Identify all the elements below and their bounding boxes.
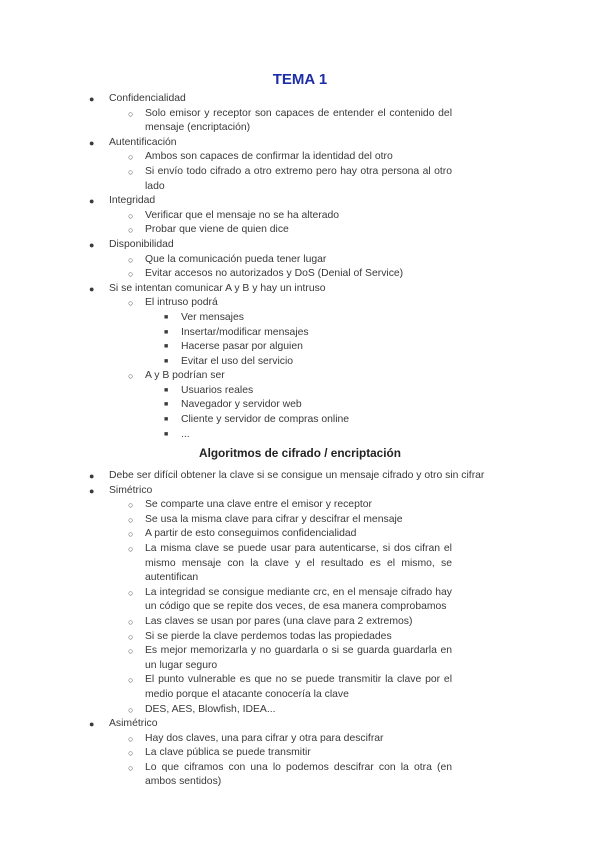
list-item: ● Debe ser difícil obtener la clave si se consigue un mensaje cifrado y otro sin cifrar: [0, 469, 600, 484]
list-item: ● Integridad ○ Verificar que el mensaje no se ha alterado ○ Probar que viene de quien dice: [0, 194, 600, 238]
bullet-icon: ●: [89, 283, 95, 294]
circle-bullet-icon: ○: [128, 762, 134, 773]
circle-bullet-icon: ○: [128, 500, 134, 511]
circle-bullet-icon: ○: [128, 646, 134, 657]
circle-bullet-icon: ○: [128, 152, 134, 163]
circle-bullet-icon: ○: [128, 166, 134, 177]
circle-bullet-icon: ○: [128, 631, 134, 642]
list-item: ○ Probar que viene de quien dice: [0, 223, 526, 238]
list-item: ○ La integridad se consigue mediante crc, en el mensaje cifrado hay un código que se repite dos veces, de esa manera comprobamos: [128, 586, 452, 613]
list-item: ○ Las claves se usan por pares (una clave para 2 extremos): [0, 615, 526, 630]
list-item: ■ ...: [0, 428, 452, 443]
square-bullet-icon: ■: [164, 386, 169, 394]
circle-bullet-icon: ○: [128, 543, 134, 554]
list-item: ● Simétrico ○ Se comparte una clave entre el emisor y receptor ○ Se usa la misma clave para cifrar y descifrar el mensaje ○ A partir de esto conseguimos confidencialidad ○ La misma clave se puede usar para autenticarse, si dos cifran el mismo mensaje con la clave y el resultado es el mismo, se autentifican ○ La integridad se consigue mediante crc, en el mensaje cifrado hay un código que se repite dos veces, de esa manera comprobamos ○ Las claves se usan por pares (una clave para 2 extremos) ○ Si se pierde la clave perdemos todas las propiedades ○ Es mejor memorizarla y no guardarla o si se guarda guardarla en un lugar seguro ○ El punto vulnerable es que no se puede transmitir la clave por el medio porque el atacante conocería la clave ○ DES, AES, Blowfish, IDEA...: [0, 484, 600, 718]
square-bullet-icon: ■: [164, 430, 169, 438]
circle-bullet-icon: ○: [128, 108, 134, 119]
list-item: ■ Navegador y servidor web: [0, 398, 452, 413]
list-item: ○ Lo que ciframos con una lo podemos descifrar con la otra (en ambos sentidos): [128, 761, 452, 788]
bullet-icon: ●: [89, 137, 95, 148]
bullet-icon: ●: [89, 239, 95, 250]
bullet-icon: ●: [89, 471, 95, 481]
list-item: ○ DES, AES, Blowfish, IDEA...: [0, 703, 526, 718]
circle-bullet-icon: ○: [128, 748, 134, 759]
list-item: ○ Si envío todo cifrado a otro extremo pero hay otra persona al otro lado: [128, 165, 452, 192]
list-item: ■ Insertar/modificar mensajes: [0, 326, 452, 341]
list-item: ○ Se usa la misma clave para cifrar y descifrar el mensaje: [0, 513, 526, 528]
circle-bullet-icon: ○: [128, 733, 134, 744]
list-item: ○ El punto vulnerable es que no se puede transmitir la clave por el medio porque el atacante conocería la clave: [128, 674, 452, 700]
list-item: ○ Ambos son capaces de confirmar la identidad del otro: [0, 150, 526, 165]
square-bullet-icon: ■: [164, 416, 169, 424]
list-item: ● Disponibilidad ○ Que la comunicación pueda tener lugar ○ Evitar accesos no autorizados y DoS (Denial of Service): [0, 238, 600, 282]
page-title: TEMA 1: [272, 71, 328, 88]
section-heading: Algoritmos de cifrado / encriptación: [199, 446, 401, 460]
list-item: ● Autentificación ○ Ambos son capaces de confirmar la identidad del otro ○ Si envío todo cifrado a otro extremo pero hay otra persona al otro lado: [0, 136, 600, 194]
list-item: ■ Evitar el uso del servicio: [0, 355, 452, 370]
bullet-icon: ●: [89, 719, 95, 730]
list-item: ○ A partir de esto conseguimos confidencialidad: [0, 527, 526, 542]
list-item: ○ Verificar que el mensaje no se ha alterado: [0, 209, 526, 224]
section-encryption-algorithms: [0, 469, 600, 790]
bullet-icon: ●: [89, 485, 95, 496]
square-bullet-icon: ■: [164, 343, 169, 351]
list-item: ● Si se intentan comunicar A y B y hay un intruso ○ El intruso podrá ■ Ver mensajes ■ Insertar/modificar mensajes ■ Hacerse pasar por alguien ■ Evitar el uso del servicio ○ A y B podrían ser ■ Usuarios reales ■ Navegador y servidor web ■ Cliente y servidor de compras online ■ ...: [0, 282, 600, 443]
list-item: ○ Evitar accesos no autorizados y DoS (Denial of Service): [0, 267, 526, 282]
square-bullet-icon: ■: [164, 357, 169, 365]
circle-bullet-icon: ○: [128, 298, 134, 309]
list-item: ○ Hay dos claves, una para cifrar y otra para descifrar: [0, 732, 526, 747]
circle-bullet-icon: ○: [128, 371, 134, 382]
list-item: ■ Cliente y servidor de compras online: [0, 413, 452, 428]
circle-bullet-icon: ○: [128, 225, 134, 236]
circle-bullet-icon: ○: [128, 704, 134, 715]
list-item: ○ Solo emisor y receptor son capaces de entender el contenido del mensaje (encriptación): [128, 107, 452, 134]
list-item: ■ Hacerse pasar por alguien: [0, 340, 452, 355]
circle-bullet-icon: ○: [128, 529, 134, 540]
circle-bullet-icon: ○: [128, 675, 134, 686]
bullet-icon: ●: [89, 94, 95, 104]
section-security-properties: [0, 92, 600, 442]
list-item: ○ Si se pierde la clave perdemos todas las propiedades: [0, 630, 526, 645]
circle-bullet-icon: ○: [128, 269, 134, 280]
list-item: ○ Que la comunicación pueda tener lugar: [0, 253, 526, 268]
circle-bullet-icon: ○: [128, 587, 134, 598]
circle-bullet-icon: ○: [128, 210, 134, 221]
circle-bullet-icon: ○: [128, 616, 134, 627]
list-item: ■ Ver mensajes: [0, 311, 452, 326]
list-item: ○ La misma clave se puede usar para autenticarse, si dos cifran el mismo mensaje con la clave y el resultado es el mismo, se autentifican: [128, 542, 452, 584]
list-item: ○ A y B podrían ser ■ Usuarios reales ■ Navegador y servidor web ■ Cliente y servidor de compras online ■ ...: [0, 369, 526, 442]
list-item: ○ Se comparte una clave entre el emisor y receptor: [0, 498, 526, 513]
list-item: ■ Usuarios reales: [0, 384, 452, 399]
bullet-icon: ●: [89, 196, 95, 207]
list-item: ● Confidencialidad ○ Solo emisor y receptor son capaces de entender el contenido del mensaje (encriptación): [0, 92, 600, 136]
circle-bullet-icon: ○: [128, 254, 134, 265]
square-bullet-icon: ■: [164, 328, 169, 336]
list-item: ● Asimétrico ○ Hay dos claves, una para cifrar y otra para descifrar ○ La clave pública se puede transmitir ○ Lo que ciframos con una lo podemos descifrar con la otra (en ambos sentidos): [0, 717, 600, 790]
list-item: ○ La clave pública se puede transmitir: [0, 746, 526, 761]
list-item: ○ Es mejor memorizarla y no guardarla o si se guarda guardarla en un lugar seguro: [128, 645, 452, 671]
list-item: ○ El intruso podrá ■ Ver mensajes ■ Insertar/modificar mensajes ■ Hacerse pasar por alguien ■ Evitar el uso del servicio: [0, 296, 526, 369]
square-bullet-icon: ■: [164, 313, 169, 321]
circle-bullet-icon: ○: [128, 514, 134, 525]
square-bullet-icon: ■: [164, 401, 169, 409]
